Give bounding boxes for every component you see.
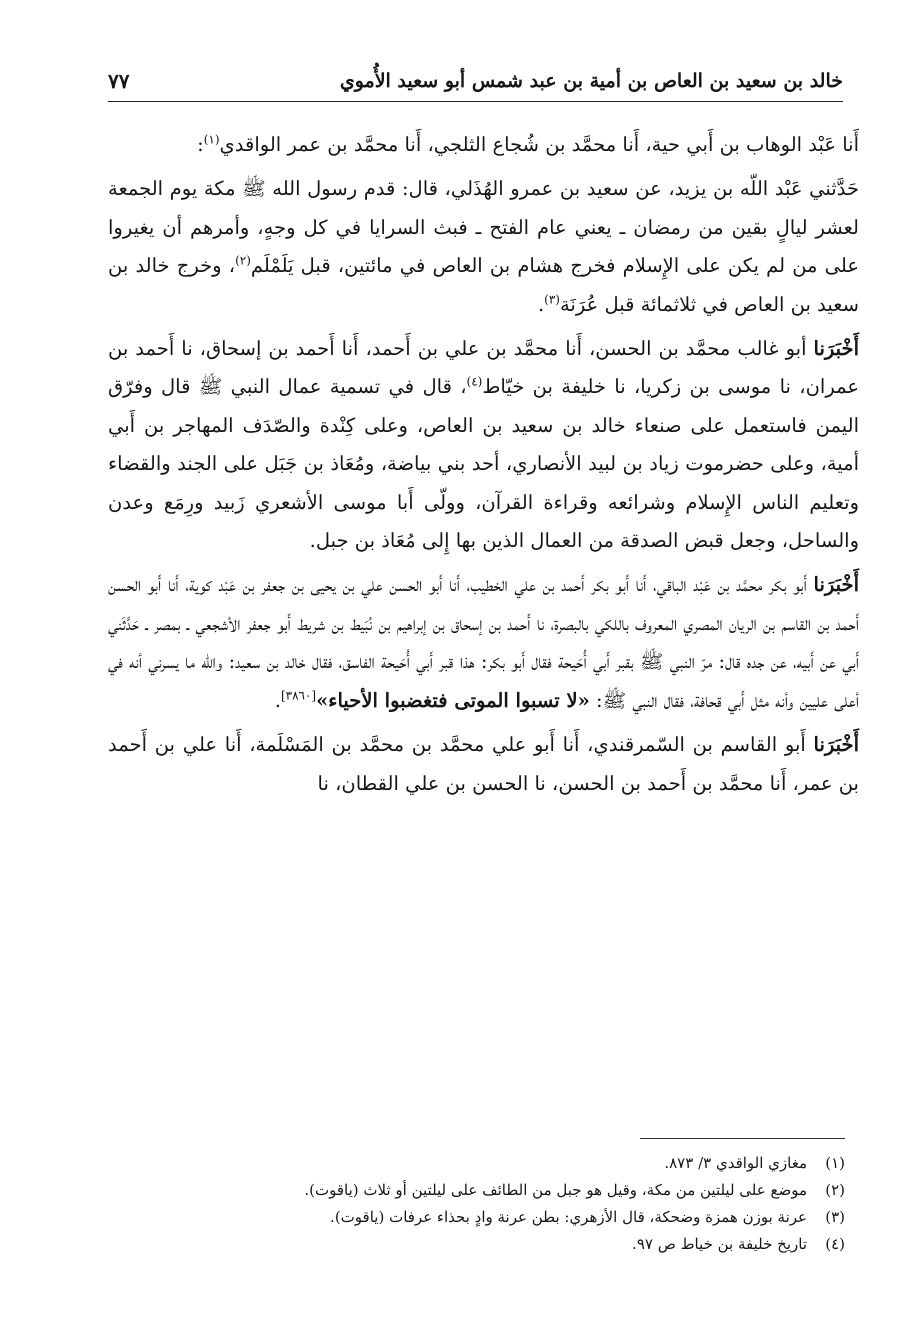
- footnote: [160, 1150, 845, 1177]
- header-title: خالد بن سعيد بن العاص بن أمية بن عبد شمس أبو سعيد الأُموي: [339, 70, 843, 92]
- footnote-number: (٣): [825, 1208, 845, 1226]
- footnote-ref: (١): [203, 132, 220, 147]
- footnote-text: موضع على ليلتين من مكة، وقيل هو جبل من الطائف على ليلتين أو ثلاث (ياقوت).: [304, 1181, 807, 1199]
- footnote: [160, 1231, 845, 1258]
- paragraph-end: .: [309, 529, 316, 553]
- paragraph-text: أَنا عَبْد الوهاب بن أَبي حية، أَنا محمَّد بن شُجاع الثلجي، أَنا محمَّد بن عمر الواقدي: [219, 133, 859, 156]
- paragraph-text-continued: ، وخرج خالد بن سعيد بن العاص في ثلاثمائة قبل عُرَنَة: [108, 254, 859, 316]
- hadith-number: [٣٨٦٠]: [280, 688, 317, 703]
- footnote-number: (٤): [825, 1235, 845, 1253]
- paragraph-text: أَبو بكر محمَّد بن عَبْد الباقي، أَنا أَبو بكر أَحمد بن علي الخطيب، أَنا أَبو الحسن علي بن يحيى بن جعفر بن عَبْد كوية، أَنا أَبو الحسن أَحمد بن القاسم بن الريان المصري المعروف باللكي بالبصرة، نا أَحمد بن إسحاق بن إبراهيم بن نُبَيط بن شريط أَبو جعفر الأشجعي ـ بمصر ـ حَدَّثَني أَبي عن أَبيه، عن جده قال: مرّ النبي ﷺ بقبر أَبي أُحَيحة فقال أَبو بكر: هذا قبر أَبي أُحَيحة الفاسق، فقال خالد بن سعيد: والله ما يسرني أنه في أعلى عليين وأنه مثل أَبي قحافة، فقال النبي ﷺ:: [108, 573, 859, 712]
- paragraph-text-continued: ، قال في تسمية عمال النبي ﷺ قال وفرّق اليمن فاستعمل على صنعاء خالد بن سعيد بن العاص، وعلى كِنْدة والصّدَف المهاجر بن أَبي أمية، وعلى حضرموت زياد بن لبيد الأنصاري، أحد بني بياضة، ومُعَاذ بن جَبَل على الجند والقضاء وتعليم الناس الإِسلام وشرائعه وقراءة القرآن، وولّى أَبا موسى الأشعري زَبيد ورِمَع وعدن والساحل، وجعل قبض الصدقة من العمال الذين بها إِلى مُعَاذ بن جبل: [108, 375, 859, 553]
- paragraph-text: حَدَّثني عَبْد اللّه بن يزيد، عن سعيد بن عمرو الهُذَلي، قال: قدم رسول الله ﷺ مكة يوم الجمعة لعشر ليالٍ بقين من رمضان ـ يعني عام الفتح ـ فبث السرايا في كل وجهٍ، وأمرهم أن يغيروا على من لم يكن على الإِسلام فخرج هشام بن العاص في مائتين، قبل يَلَمْلَم: [108, 177, 860, 278]
- footnote-ref: (٢): [235, 253, 251, 268]
- page-number: ٧٧: [108, 69, 130, 93]
- paragraph-lead: أَخْبَرَنا: [813, 573, 859, 597]
- paragraph-lead: أَخْبَرَنا: [813, 733, 859, 757]
- paragraph-text: أَبو القاسم بن السّمرقندي، أَنا أَبو علي محمَّد بن محمَّد بن المَسْلَمة، أَنا علي بن أَحمد بن عمر، أَنا محمَّد بن أَحمد بن الحسن، نا الحسن بن علي القطان، نا: [108, 733, 859, 795]
- hadith-quote: «لا تسبوا الموتى فتغضبوا الأحياء»: [316, 688, 590, 712]
- main-text: [108, 126, 859, 809]
- header-rule: [108, 101, 843, 102]
- paragraph: [108, 726, 859, 803]
- footnote-text: مغازي الواقدي ٣/ ٨٧٣.: [664, 1154, 807, 1172]
- paragraph: [108, 330, 859, 560]
- footnote-rule: [640, 1138, 845, 1139]
- footnote-number: (١): [825, 1154, 845, 1172]
- footnote-text: تاريخ خليفة بن خياط ص ٩٧.: [632, 1235, 807, 1253]
- paragraph: [108, 126, 859, 164]
- paragraph-end: :: [197, 133, 204, 156]
- footnote-ref: (٣): [544, 292, 560, 307]
- paragraph: [108, 170, 859, 324]
- paragraph-end: .: [537, 292, 545, 316]
- footnote: [160, 1177, 845, 1204]
- footnote-text: عرنة بوزن همزة وضحكة، قال الأزهري: بطن عرنة وادٍ بحذاء عرفات (ياقوت).: [330, 1208, 807, 1226]
- footnote-ref: (٤): [466, 374, 483, 389]
- paragraph-lead: أَخْبَرَنا: [813, 337, 859, 361]
- paragraph: [108, 566, 859, 720]
- footnote-number: (٢): [825, 1181, 845, 1199]
- footnotes: [160, 1150, 845, 1258]
- paragraph-text: أبو غالب محمَّد بن الحسن، أَنا محمَّد بن علي بن أَحمد، أَنا أَحمد بن إسحاق، نا أَحمد بن عمران، نا موسى بن زكريا، نا خليفة بن خيّاط: [108, 337, 859, 399]
- running-header: [108, 66, 843, 102]
- footnote: [160, 1204, 845, 1231]
- paragraph-end: .: [274, 688, 281, 712]
